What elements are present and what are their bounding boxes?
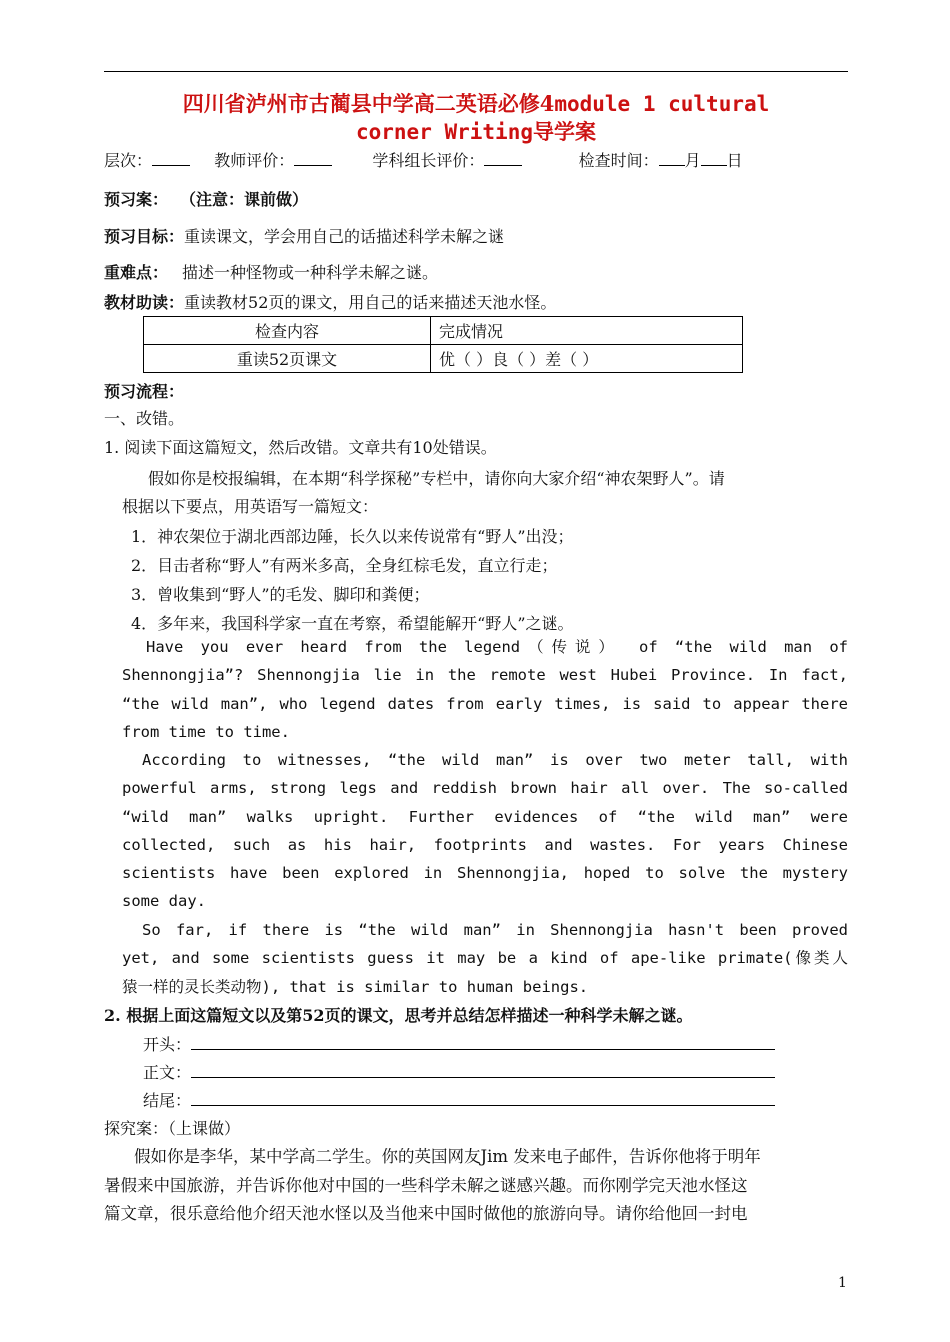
document-title: 四川省泸州市古蔺县中学高二英语必修4module 1 cultural corner Writing导学案 (182, 91, 770, 144)
table-cell-content: 重读52页课文 (144, 345, 431, 373)
page-number: 1 (838, 1275, 847, 1291)
task-point: 4．多年来，我国科学家一直在考察，希望能解开“野人”之谜。 (131, 614, 574, 633)
task-intro: 假如你是校报编辑，在本期“科学探秘”专栏中，请你向大家介绍“神农架野人”。请 根据以下要点，用英语写一篇短文： (122, 469, 725, 516)
table-header-status: 完成情况 (431, 317, 743, 345)
task-points (131, 522, 857, 638)
item-2: 2. 根据上面这篇短文以及第52页的课文，思考并总结怎样描述一种科学未解之谜。 (104, 1006, 693, 1025)
item-1: 1. 阅读下面这篇短文，然后改错。文章共有10处错误。 (104, 438, 497, 457)
passage-paragraph-1: Have you ever heard from the legend（传说） of “the wild man of Shennongjia”? Shennongjia lie in the remote west Hubei Province. In fact, “the wild man”, who legend dates from early times, is said to appear there from time to time. (122, 638, 848, 741)
answer-line[interactable] (191, 1063, 775, 1078)
preview-heading: 预习案： （注意：课前做） (104, 190, 309, 209)
fill-ending: 结尾： (143, 1090, 775, 1112)
passage-paragraph-2: According to witnesses, “the wild man” is over two meter tall, with powerful arms, strong legs and reddish brown hair all over. The so-called “wild man” walks upright. Further evidences of “the wild man” were collected, such as his hair, footprints and wastes. For years Chinese scientists have been explored in Shennongjia, hoped to solve the mystery some day. (122, 751, 848, 911)
explore-text: 假如你是李华，某中学高二学生。你的英国网友Jim 发来电子邮件，告诉你他将于明年 暑假来中国旅游，并告诉你他对中国的一些科学未解之谜感兴趣。而你刚学完天池水怪这 篇文章，很乐意给他介绍天池水怪以及当他来中国时做他的旅游向导。请你给他回一封电 (104, 1147, 761, 1223)
fill-opening: 开头： (143, 1034, 775, 1056)
top-rule (104, 71, 848, 72)
textbook-aid: 教材助读：重读教材52页的课文，用自己的话来描述天池水怪。 (104, 293, 557, 312)
answer-line[interactable] (191, 1035, 775, 1050)
task-point: 3．曾收集到“野人”的毛发、脚印和粪便； (131, 585, 430, 604)
key-difficulty: 重难点： 描述一种怪物或一种科学未解之谜。 (104, 263, 439, 282)
passage-paragraph-3: So far, if there is “the wild man” in Shennongjia hasn't been proved yet, and some scientists guess it may be a kind of ape-like primate(像类人 猿一样的灵长类动物), that is similar to human beings. (122, 921, 848, 996)
preview-goal: 预习目标：重读课文，学会用自己的话描述科学未解之谜 (104, 227, 505, 246)
answer-line[interactable] (191, 1091, 775, 1106)
process-heading: 预习流程： (104, 382, 185, 401)
task-point: 2．目击者称“野人”有两米多高，全身红棕毛发，直立行走； (131, 556, 558, 575)
table-header-content: 检查内容 (144, 317, 431, 345)
fill-body: 正文： (143, 1062, 775, 1084)
table-cell-status: 优（ ）良（ ）差（ ） (431, 345, 743, 373)
check-table (143, 316, 743, 373)
task-point: 1．神农架位于湖北西部边陲，长久以来传说常有“野人”出没； (131, 527, 574, 546)
explore-heading: 探究案：（上课做） (104, 1119, 241, 1138)
section-correction: 一、改错。 (104, 409, 185, 428)
header-fields: 层次： 教师评价： 学科组长评价： 检查时间： 月 日 (104, 151, 743, 170)
